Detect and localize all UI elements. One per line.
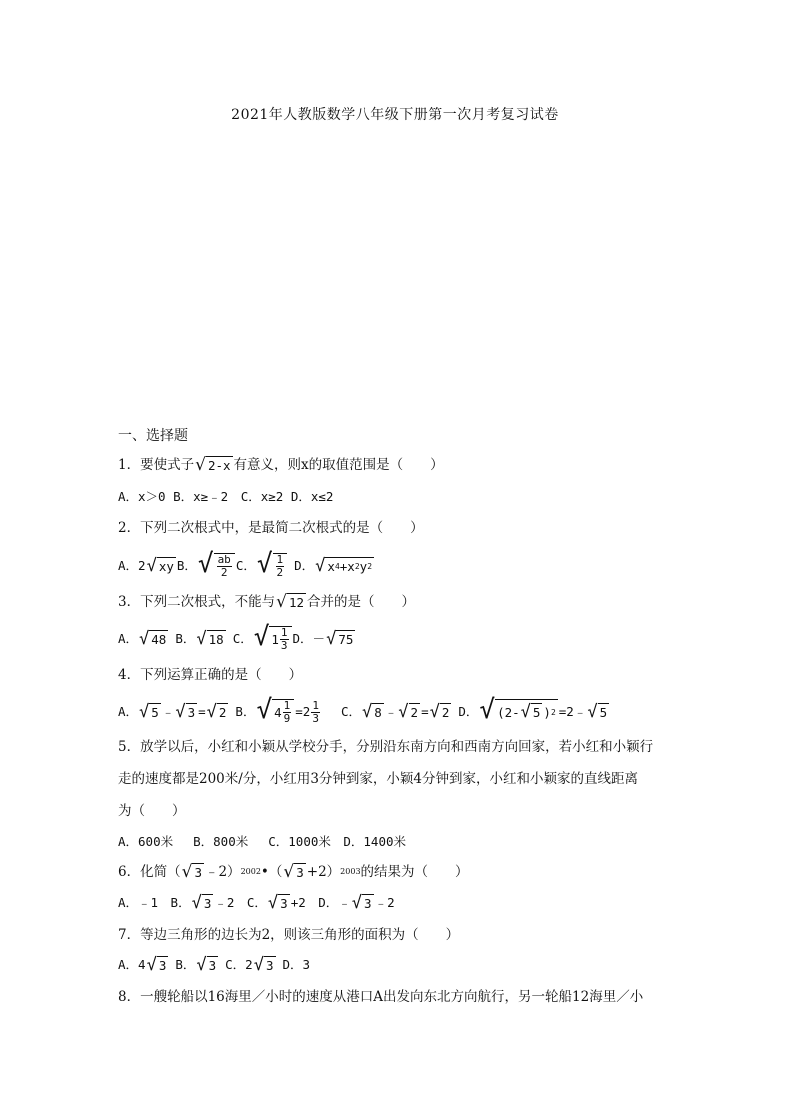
question-1-options: A．x＞0 B．x≥﹣2 C．x≥2 D．x≤2 (118, 489, 334, 504)
question-1: 1．要使式子 √ 2-x 有意义，则x的取值范围是（ ） (118, 455, 444, 475)
question-3: 3．下列二次根式，不能与 √ 12 合并的是（ ） (118, 592, 415, 612)
question-2: 2．下列二次根式中，是最简二次根式的是（ ） (118, 520, 424, 536)
question-7: 7．等边三角形的边长为2，则该三角形的面积为（ ） (118, 927, 460, 943)
question-6-options: A．﹣1 B． √ 3 ﹣2 C． √ 3 +2 D．﹣ √ 3 ﹣2 (118, 892, 395, 913)
page-title: 2021年人教版数学八年级下册第一次月考复习试卷 (231, 107, 559, 123)
section-heading: 一、选择题 (118, 428, 188, 444)
question-5-line-2: 走的速度都是200米/分，小红用3分钟到家，小颖4分钟到家，小红和小颖家的直线距离 (118, 771, 638, 787)
question-5-options: A．600米 B．800米 C．1000米 D．1400米 (118, 834, 407, 849)
question-7-options: A．4 √ 3 B． √ 3 C．2 √ 3 D．3 (118, 954, 311, 975)
question-4-options: A． √ 5 ﹣ √ 3 = √ 2 B． √ 4 $\frac{1}{9}$ =2 $\frac{1}{3}$ C． √ 8 ﹣ √ 2 = √ 2 D． √ (2- √ 5 ) 2 =2﹣ √ 5 (118, 695, 608, 725)
question-4: 4．下列运算正确的是（ ） (118, 667, 303, 683)
question-2-options: A．2 √ xy B． √ $\frac{ab}{2}$ C． √ $\frac{1}{2}$ D． √ x 4 +x 2 y 2 (118, 549, 373, 579)
question-3-options: A． √ 48 B． √ 18 C． √ 1 $\frac{1}{3}$ D．－ √ 75 (118, 622, 354, 652)
question-5-line-3: 为（ ） (118, 803, 186, 819)
radical: √ 2-x (195, 455, 231, 475)
question-5-line-1: 5．放学以后，小红和小颖从学校分手，分别沿东南方向和西南方向回家，若小红和小颖行 (118, 739, 654, 755)
question-6: 6．化简（ √ 3 ﹣2） 2002 •（ √ 3 +2） 2003 的结果为（ ） (118, 861, 469, 882)
question-8: 8．一艘轮船以16海里／小时的速度从港口A出发向东北方向航行，另一轮船12海里／小 (118, 989, 644, 1005)
